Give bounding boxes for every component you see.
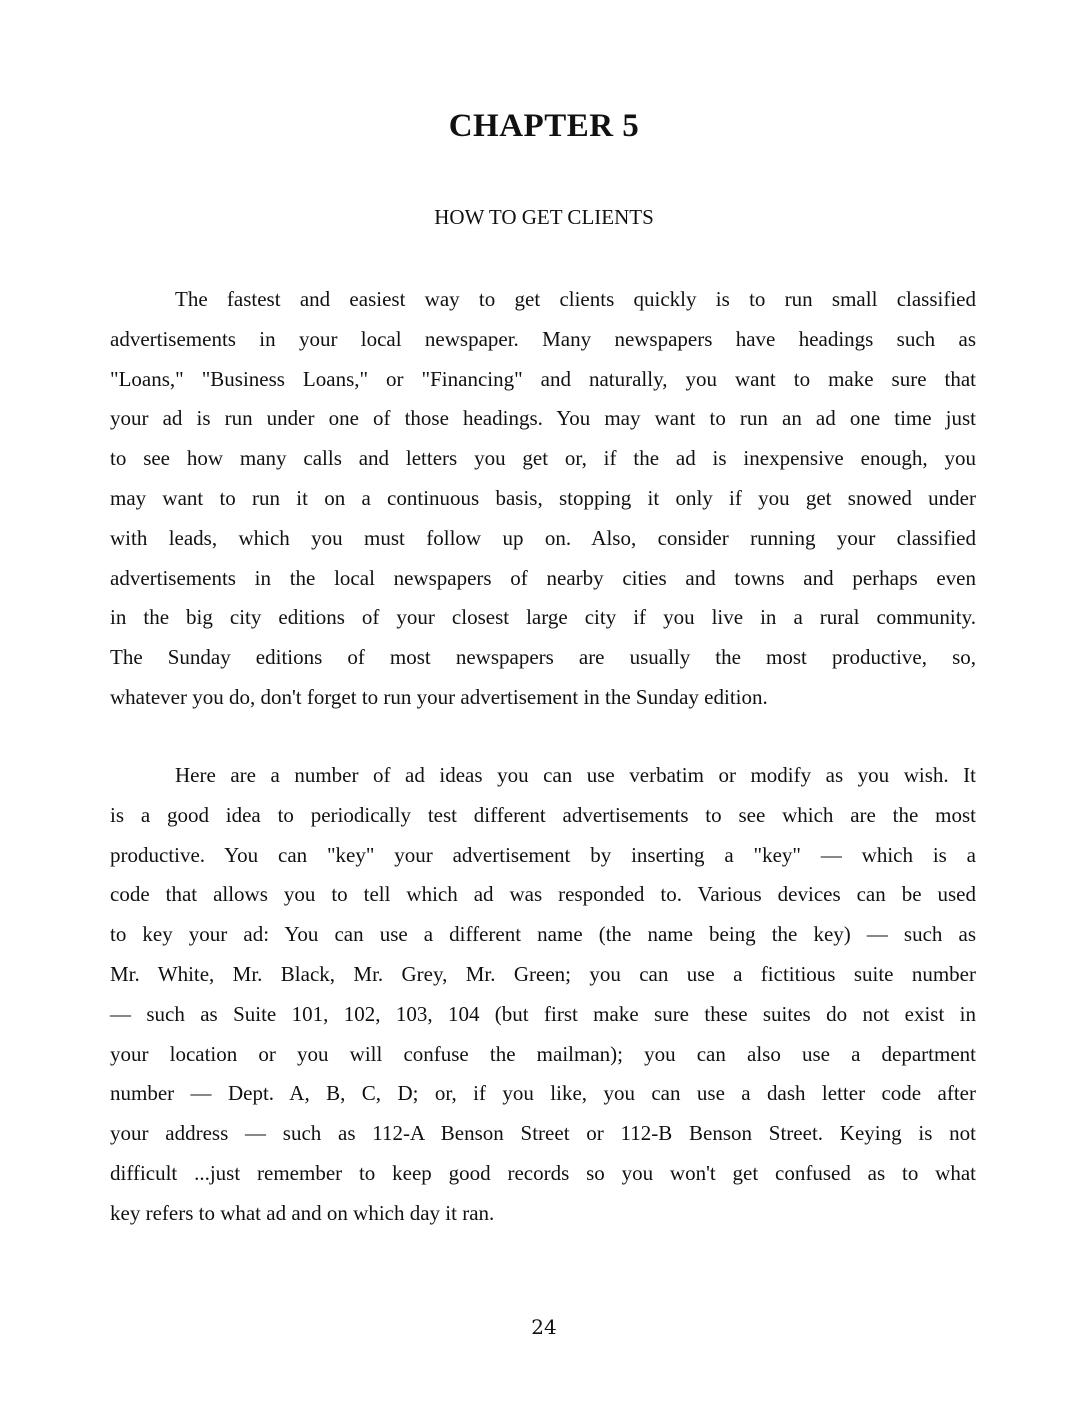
text-line: to key your ad: You can use a different name (the name being the key) — such as	[110, 922, 976, 947]
text-line: The fastest and easiest way to get clients quickly is to run small classified	[175, 287, 976, 311]
chapter-title: CHAPTER 5	[448, 108, 640, 144]
chapter-subtitle: HOW TO GET CLIENTS	[434, 205, 654, 229]
text-line: Here are a number of ad ideas you can use verbatim or modify as you wish. It	[175, 763, 976, 787]
text-line: to see how many calls and letters you get or, if the ad is inexpensive enough, you	[110, 446, 976, 471]
text-line: your location or you will confuse the mailman); you can also use a department	[110, 1041, 976, 1066]
text-line: productive. You can "key" your advertisement by inserting a "key" — which is a	[110, 842, 976, 867]
text-line: is a good idea to periodically test different advertisements to see which are the most	[110, 802, 976, 827]
text-line: "Loans," "Business Loans," or "Financing" and naturally, you want to make sure that	[110, 366, 976, 391]
paragraph-2	[110, 756, 976, 1234]
text-line: with leads, which you must follow up on. Also, consider running your classified	[110, 525, 976, 550]
text-line: advertisements in the local newspapers of nearby cities and towns and perhaps even	[110, 565, 976, 590]
text-line: advertisements in your local newspaper. Many newspapers have headings such as	[110, 326, 976, 351]
text-line: number — Dept. A, B, C, D; or, if you like, you can use a dash letter code after	[110, 1081, 976, 1106]
text-line: difficult ...just remember to keep good records so you won't get confused as to what	[110, 1160, 976, 1185]
text-line: your ad is run under one of those headings. You may want to run an ad one time just	[110, 406, 976, 431]
text-line: — such as Suite 101, 102, 103, 104 (but first make sure these suites do not exist in	[110, 1001, 976, 1026]
text-line: may want to run it on a continuous basis, stopping it only if you get snowed under	[110, 485, 976, 510]
text-line: whatever you do, don't forget to run your advertisement in the Sunday edition.	[110, 684, 768, 709]
text-line: The Sunday editions of most newspapers are usually the most productive, so,	[110, 645, 976, 670]
paragraph-1	[110, 280, 976, 718]
text-line: in the big city editions of your closest large city if you live in a rural community.	[110, 605, 976, 630]
text-line: key refers to what ad and on which day it ran.	[110, 1200, 495, 1225]
text-line: code that allows you to tell which ad was responded to. Various devices can be used	[110, 882, 976, 907]
text-line: your address — such as 112-A Benson Street or 112-B Benson Street. Keying is not	[110, 1121, 976, 1146]
page-number: 24	[531, 1315, 557, 1339]
text-line: Mr. White, Mr. Black, Mr. Grey, Mr. Green; you can use a fictitious suite number	[110, 961, 976, 986]
